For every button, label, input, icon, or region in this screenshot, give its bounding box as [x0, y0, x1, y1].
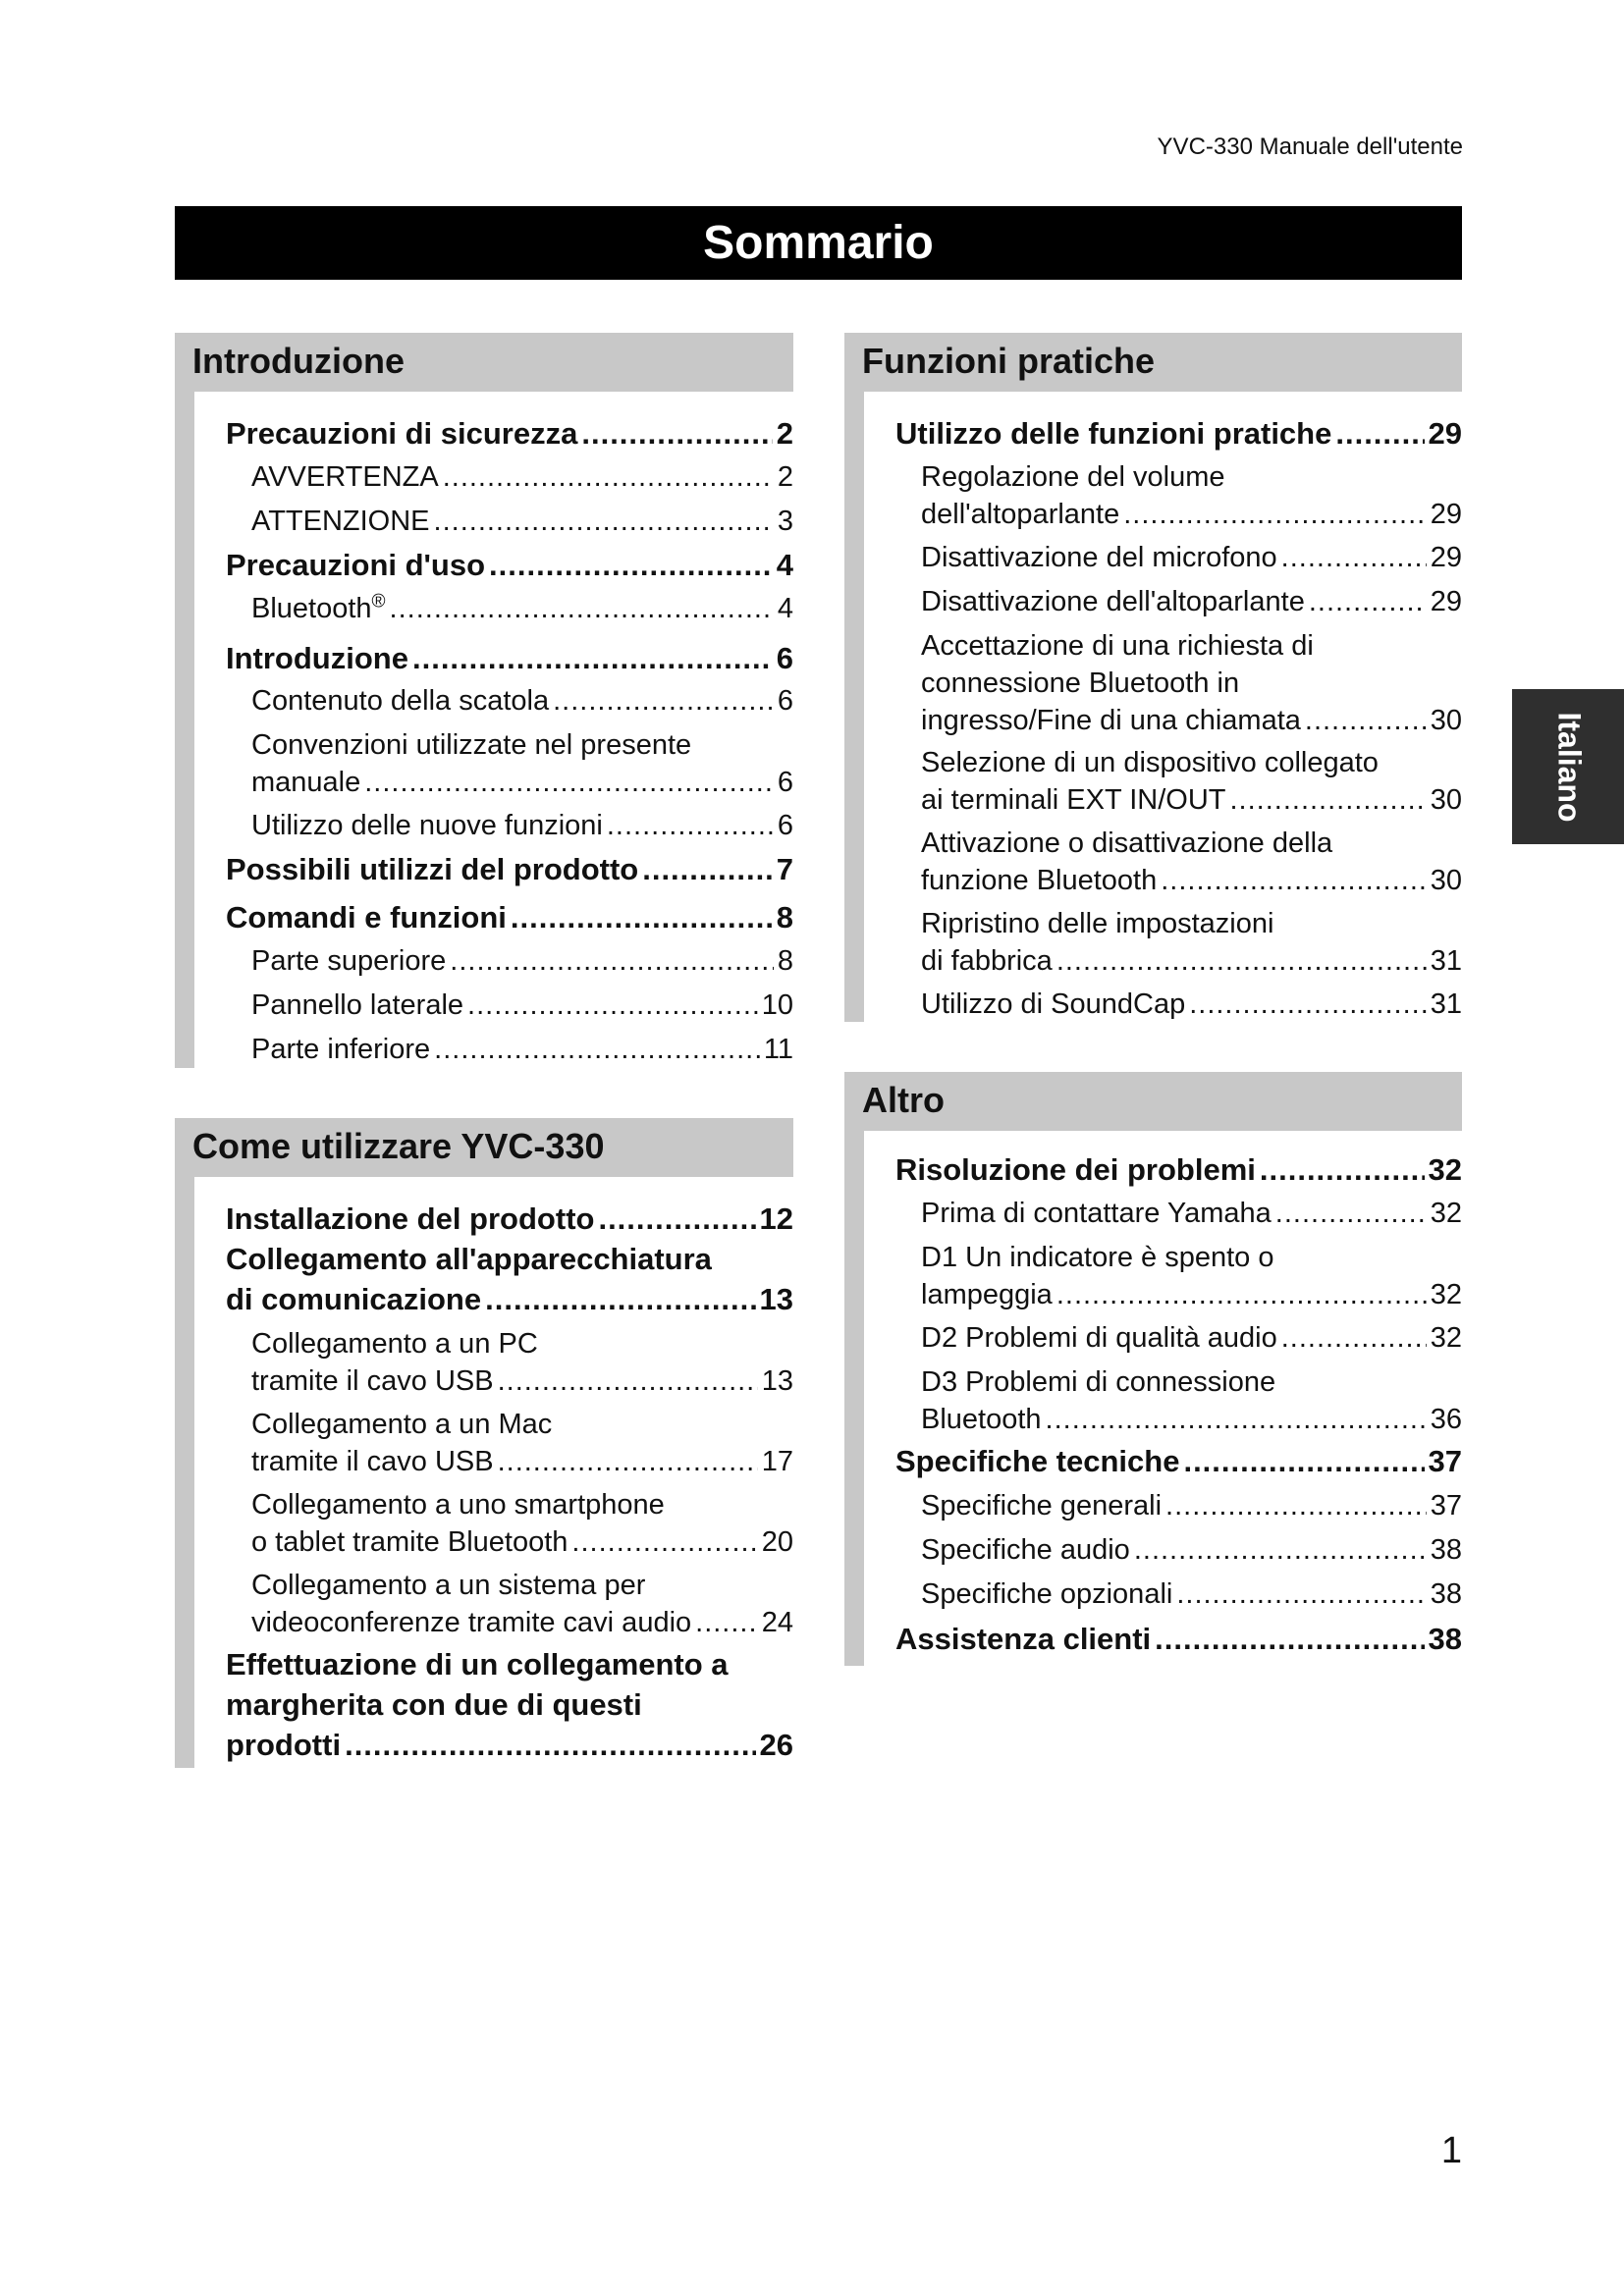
leader-dots	[553, 682, 774, 720]
page-number: 1	[1440, 2130, 1462, 2171]
toc-page-number: 37	[1428, 1444, 1462, 1478]
toc-entry-title-cont: videoconferenze tramite cavi audio	[251, 1607, 692, 1638]
toc-page-number: 3	[777, 506, 793, 537]
toc-entry-title: Selezione di un dispositivo collegato	[921, 747, 1379, 778]
leader-dots	[1046, 1401, 1427, 1438]
toc-entry-introduzione[interactable]	[226, 638, 793, 678]
toc-entry-title: Attivazione o disattivazione della	[921, 828, 1333, 859]
page-title: Sommario	[175, 206, 1462, 280]
toc-entry-title: ATTENZIONE	[251, 506, 430, 537]
leader-dots	[1281, 539, 1427, 576]
leader-dots	[434, 503, 774, 540]
leader-dots	[1056, 1276, 1427, 1313]
toc-entry-title: Accettazione di una richiesta di	[921, 630, 1314, 662]
toc-entry-prima-contattare[interactable]	[895, 1195, 1462, 1232]
toc-page-number: 30	[1430, 784, 1462, 816]
leader-dots	[571, 1523, 757, 1561]
toc-section-introduzione	[175, 333, 793, 1068]
toc-page-number: 30	[1430, 865, 1462, 896]
leader-dots	[1176, 1575, 1426, 1613]
toc-entry-title: Disattivazione dell'altoparlante	[921, 586, 1305, 617]
leader-dots	[1134, 1531, 1427, 1569]
leader-dots	[511, 897, 773, 937]
toc-page-number: 6	[777, 685, 793, 717]
toc-entry-title: Parte inferiore	[251, 1034, 431, 1065]
leader-dots	[695, 1604, 758, 1641]
leader-dots	[364, 764, 774, 801]
leader-dots	[1183, 1441, 1424, 1481]
toc-page-number: 11	[763, 1034, 793, 1065]
toc-entry-regolazione-volume[interactable]	[895, 458, 1462, 533]
toc-page-number: 31	[1430, 988, 1462, 1020]
toc-page-number: 37	[1430, 1490, 1462, 1522]
toc-entry-attivazione-bluetooth[interactable]	[895, 825, 1462, 899]
leader-dots	[1305, 702, 1427, 739]
leader-dots	[489, 545, 773, 585]
toc-page-number: 38	[1428, 1622, 1462, 1656]
toc-entry-title: Precauzioni d'uso	[226, 548, 486, 582]
toc-page-number: 32	[1428, 1152, 1462, 1187]
leader-dots	[1309, 583, 1427, 620]
toc-entry-contenuto-scatola[interactable]	[226, 682, 793, 720]
toc-entry-title: Contenuto della scatola	[251, 685, 550, 717]
toc-entry-utilizzo-funzioni-pratiche[interactable]	[895, 413, 1462, 454]
leader-dots	[498, 1443, 758, 1480]
toc-entry-title-cont: tramite il cavo USB	[251, 1446, 494, 1477]
toc-page-number: 6	[777, 810, 793, 841]
leader-dots	[642, 849, 773, 889]
toc-entry-specifiche-generali[interactable]	[895, 1487, 1462, 1524]
toc-entry-title-cont: ingresso/Fine di una chiamata	[921, 705, 1301, 736]
toc-entry-title: Collegamento all'apparecchiatura	[226, 1242, 712, 1276]
leader-dots	[412, 638, 773, 678]
leader-dots	[1155, 1619, 1424, 1659]
toc-page-number: 13	[759, 1282, 793, 1316]
toc-page-number: 29	[1430, 586, 1462, 617]
toc-entry-title: Risoluzione dei problemi	[895, 1152, 1256, 1187]
toc-entry-title-cont: di comunicazione	[226, 1282, 482, 1316]
toc-page-number: 8	[777, 945, 793, 977]
toc-entry-title-cont: manuale	[251, 767, 361, 798]
toc-entry-specifiche-opzionali[interactable]	[895, 1575, 1462, 1613]
bluetooth-label: Bluetooth	[251, 593, 372, 624]
leader-dots	[1335, 413, 1424, 454]
leader-dots	[443, 458, 774, 496]
toc-page-number: 31	[1430, 945, 1462, 977]
toc-entry-title: Collegamento a un PC	[251, 1328, 538, 1360]
toc-page-number: 32	[1430, 1198, 1462, 1229]
toc-entry-soundcap[interactable]	[895, 986, 1462, 1023]
toc-page-number: 29	[1430, 542, 1462, 573]
toc-entry-title: Parte superiore	[251, 945, 447, 977]
section-heading: Come utilizzare YVC-330	[175, 1118, 793, 1177]
toc-entry-title: Assistenza clienti	[895, 1622, 1152, 1656]
toc-page-number: 24	[761, 1607, 793, 1638]
toc-page-number: 7	[776, 852, 793, 886]
leader-dots	[434, 1031, 760, 1068]
toc-entry-assistenza-clienti[interactable]	[895, 1619, 1462, 1659]
toc-page-number: 10	[761, 989, 793, 1021]
toc-entry-collegamento-apparecchiatura[interactable]	[226, 1239, 793, 1319]
toc-entry-title: Pannello laterale	[251, 989, 464, 1021]
leader-dots	[607, 807, 774, 844]
leader-dots	[345, 1725, 755, 1765]
toc-section-altro	[844, 1072, 1462, 1666]
toc-entry-possibili-utilizzi[interactable]	[226, 849, 793, 889]
toc-entry-title: Disattivazione del microfono	[921, 542, 1277, 573]
toc-page-number: 26	[759, 1728, 793, 1762]
toc-page-number: 2	[777, 461, 793, 493]
toc-entry-bluetooth[interactable]	[226, 590, 793, 627]
toc-page-number: 6	[776, 641, 793, 675]
toc-page-number: 29	[1428, 416, 1462, 451]
section-heading: Introduzione	[175, 333, 793, 392]
toc-entry-title: Specifiche audio	[921, 1534, 1130, 1566]
toc-page-number: 13	[761, 1365, 793, 1397]
toc-entry-title: Regolazione del volume	[921, 461, 1225, 493]
toc-entry-title: D3 Problemi di connessione	[921, 1366, 1276, 1398]
toc-page-number: 32	[1430, 1279, 1462, 1310]
toc-entry-selezione-dispositivo[interactable]	[895, 744, 1462, 819]
toc-entry-d3[interactable]	[895, 1363, 1462, 1438]
toc-page-number: 6	[777, 767, 793, 798]
leader-dots	[1123, 496, 1426, 533]
document-header: YVC-330 Manuale dell'utente	[1157, 133, 1463, 160]
leader-dots	[581, 413, 772, 454]
toc-entry-d1[interactable]	[895, 1239, 1462, 1313]
toc-entry-pannello-laterale[interactable]	[226, 987, 793, 1024]
toc-entry-title-cont: funzione Bluetooth	[921, 865, 1158, 896]
toc-entry-installazione[interactable]	[226, 1199, 793, 1239]
section-heading: Funzioni pratiche	[844, 333, 1462, 392]
toc-entry-collegamento-mac[interactable]	[226, 1406, 793, 1480]
toc-entry-title: Utilizzo delle funzioni pratiche	[895, 416, 1332, 451]
toc-entry-title: AVVERTENZA	[251, 461, 439, 493]
language-tab-label: Italiano	[1551, 711, 1588, 823]
toc-entry-parte-inferiore[interactable]	[226, 1031, 793, 1068]
toc-page-number: 38	[1430, 1578, 1462, 1610]
toc-entry-title-cont: Bluetooth	[921, 1404, 1042, 1435]
toc-entry-title: Prima di contattare Yamaha	[921, 1198, 1272, 1229]
toc-entry-precauzioni-uso[interactable]	[226, 545, 793, 585]
toc-entry-title: Introduzione	[226, 641, 408, 675]
toc-entry-disattivazione-microfono[interactable]	[895, 539, 1462, 576]
leader-dots	[1056, 942, 1427, 980]
toc-page-number: 8	[776, 900, 793, 934]
toc-entry-precauzioni-sicurezza[interactable]	[226, 413, 793, 454]
toc-entry-title: Possibili utilizzi del prodotto	[226, 852, 639, 886]
toc-entry-collegamento-margherita[interactable]	[226, 1644, 793, 1765]
toc-entry-title: Convenzioni utilizzate nel presente	[251, 729, 692, 761]
toc-entry-comandi-funzioni[interactable]	[226, 897, 793, 937]
toc-entry-avvertenza[interactable]	[226, 458, 793, 496]
leader-dots	[1275, 1195, 1427, 1232]
toc-entry-nuove-funzioni[interactable]	[226, 807, 793, 844]
toc-entry-specifiche-tecniche[interactable]	[895, 1441, 1462, 1481]
toc-entry-collegamento-smartphone[interactable]	[226, 1486, 793, 1561]
leader-dots	[1229, 781, 1426, 819]
leader-dots	[1189, 986, 1427, 1023]
leader-dots	[1165, 1487, 1427, 1524]
toc-entry-title-cont: ai terminali EXT IN/OUT	[921, 784, 1226, 816]
toc-entry-title	[251, 590, 386, 627]
toc-entry-title: Effettuazione di un collegamento a	[226, 1647, 729, 1682]
toc-page-number: 17	[761, 1446, 793, 1477]
leader-dots	[485, 1279, 755, 1319]
toc-page-number: 20	[761, 1526, 793, 1558]
toc-entry-title: Collegamento a uno smartphone	[251, 1489, 665, 1521]
toc-entry-specifiche-audio[interactable]	[895, 1531, 1462, 1569]
toc-entry-risoluzione-problemi[interactable]	[895, 1149, 1462, 1190]
toc-entry-title-cont: lampeggia	[921, 1279, 1053, 1310]
language-tab	[1512, 689, 1624, 844]
toc-entry-title: Specifiche tecniche	[895, 1444, 1180, 1478]
toc-entry-title: Specifiche generali	[921, 1490, 1163, 1522]
toc-page-number: 32	[1430, 1322, 1462, 1354]
leader-dots	[1260, 1149, 1425, 1190]
leader-dots	[1161, 862, 1426, 899]
toc-entry-title: Comandi e funzioni	[226, 900, 507, 934]
toc-entry-title: Utilizzo delle nuove funzioni	[251, 810, 603, 841]
leader-dots	[598, 1199, 755, 1239]
toc-entry-title-cont: o tablet tramite Bluetooth	[251, 1526, 568, 1558]
leader-dots	[390, 590, 774, 627]
toc-entry-title: Collegamento a un Mac	[251, 1409, 553, 1440]
leader-dots	[450, 942, 774, 980]
toc-entry-attenzione[interactable]	[226, 503, 793, 540]
toc-page-number: 38	[1430, 1534, 1462, 1566]
toc-entry-convenzioni[interactable]	[226, 726, 793, 801]
toc-entry-title-cont: connessione Bluetooth in	[921, 667, 1240, 699]
toc-page-number: 4	[777, 593, 793, 624]
toc-section-come-utilizzare	[175, 1118, 793, 1768]
toc-entry-title: Ripristino delle impostazioni	[921, 908, 1274, 939]
toc-entry-title: Installazione del prodotto	[226, 1201, 595, 1236]
toc-section-funzioni-pratiche	[844, 333, 1462, 1022]
toc-entry-parte-superiore[interactable]	[226, 942, 793, 980]
registered-mark: ®	[371, 591, 386, 613]
toc-entry-title: Specifiche opzionali	[921, 1578, 1173, 1610]
section-heading: Altro	[844, 1072, 1462, 1131]
toc-entry-title: D2 Problemi di qualità audio	[921, 1322, 1277, 1354]
toc-page-number: 30	[1430, 705, 1462, 736]
toc-page-number: 4	[776, 548, 793, 582]
toc-entry-ripristino-impostazioni[interactable]	[895, 905, 1462, 980]
toc-entry-d2[interactable]	[895, 1319, 1462, 1357]
toc-entry-title-cont: dell'altoparlante	[921, 499, 1120, 530]
toc-entry-collegamento-videoconferenze[interactable]	[226, 1567, 793, 1641]
toc-page-number: 2	[776, 416, 793, 451]
toc-entry-title: D1 Un indicatore è spento o	[921, 1242, 1274, 1273]
toc-entry-title: Precauzioni di sicurezza	[226, 416, 578, 451]
toc-entry-title: Utilizzo di SoundCap	[921, 988, 1186, 1020]
toc-entry-title-cont: prodotti	[226, 1728, 342, 1762]
toc-page-number: 12	[759, 1201, 793, 1236]
leader-dots	[1281, 1319, 1427, 1357]
toc-entry-disattivazione-altoparlante[interactable]	[895, 583, 1462, 620]
toc-entry-title: Collegamento a un sistema per	[251, 1570, 646, 1601]
leader-dots	[467, 987, 758, 1024]
toc-page-number: 29	[1430, 499, 1462, 530]
toc-page-number: 36	[1430, 1404, 1462, 1435]
toc-entry-title-cont: tramite il cavo USB	[251, 1365, 494, 1397]
toc-entry-title-cont: margherita con due di questi	[226, 1687, 642, 1722]
toc-entry-title-cont: di fabbrica	[921, 945, 1053, 977]
toc-entry-accettazione-richiesta[interactable]	[895, 627, 1462, 739]
leader-dots	[498, 1362, 758, 1400]
toc-entry-collegamento-pc[interactable]	[226, 1325, 793, 1400]
